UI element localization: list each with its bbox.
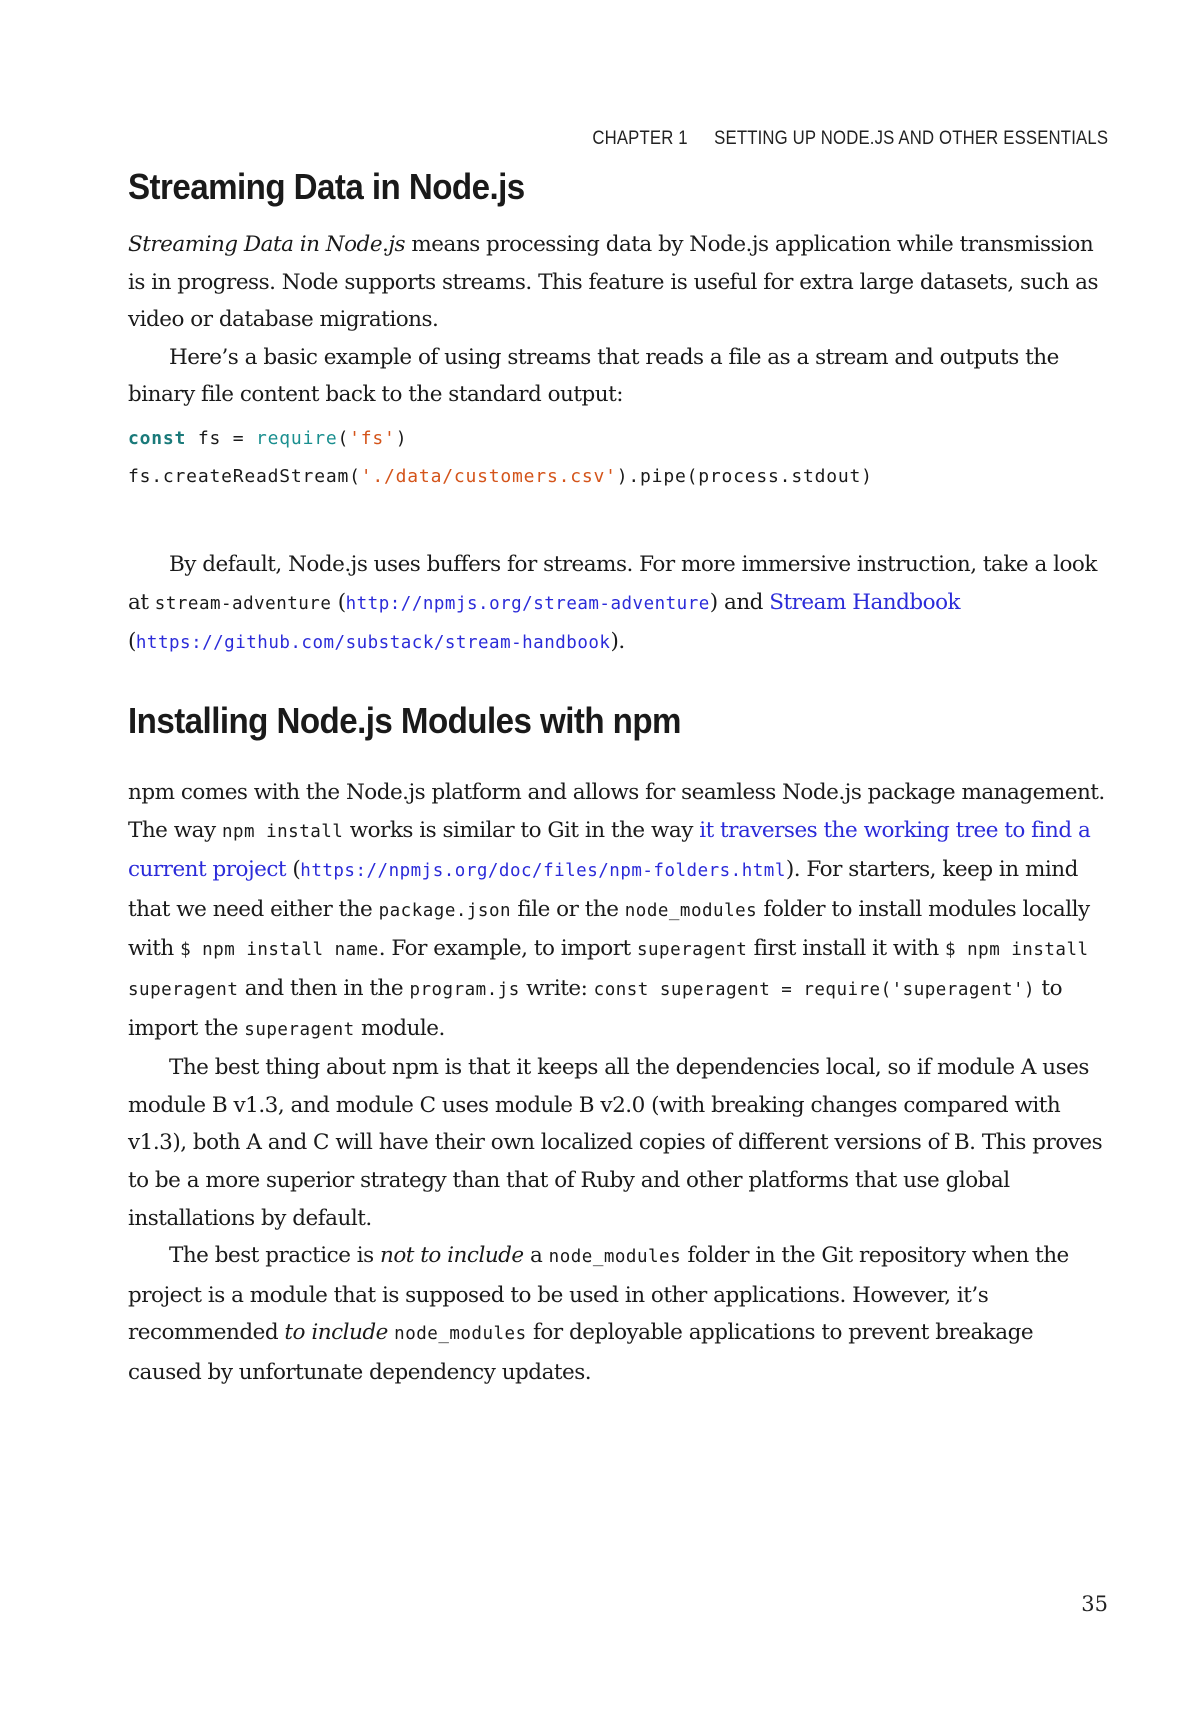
code-line: const fs = require('fs') bbox=[128, 428, 408, 449]
page-number: 35 bbox=[1081, 1592, 1108, 1616]
inline-code: const superagent = require('superagent') bbox=[593, 979, 1036, 1000]
paragraph: The best practice is not to include a node_modules folder in the Git repository when the project is a module that is supposed to be used in other applications. However, it’s recommended to include node_modules for deployable applications to prevent breakage caused by unfortunate dependency updates. bbox=[128, 1243, 1069, 1385]
emphasis: Streaming Data in Node.js bbox=[128, 232, 406, 257]
section-heading: Installing Node.js Modules with npm bbox=[128, 700, 681, 741]
inline-code: npm install bbox=[221, 821, 344, 842]
inline-code: superagent bbox=[636, 940, 748, 961]
chapter-title: SETTING UP NODE.JS AND OTHER ESSENTIALS bbox=[714, 128, 1108, 149]
inline-code: $ npm install name bbox=[180, 940, 379, 961]
section-heading: Streaming Data in Node.js bbox=[128, 166, 525, 207]
inline-code: package.json bbox=[378, 900, 512, 921]
inline-code: program.js bbox=[409, 979, 520, 1000]
section-npm bbox=[128, 700, 1108, 742]
paragraph: Streaming Data in Node.js means processing data by Node.js application while transmission is in progress. Node supports streams. This feature is useful for extra large datasets, such as video or database migrations. bbox=[128, 232, 1099, 333]
inline-code: superagent bbox=[244, 1019, 355, 1040]
paragraph: The best thing about npm is that it keeps all the dependencies local, so if module A uses module B v1.3, and module C uses module B v2.0 (with breaking changes compared with v1.3), both A and C will have their own localized copies of different versions of B. This proves to be a more superior strategy than that of Ruby and other platforms that use global installations by default. bbox=[128, 1055, 1103, 1231]
code-line: fs.createReadStream('./data/customers.csv').pipe(process.stdout) bbox=[128, 466, 873, 487]
emphasis: not to include bbox=[380, 1243, 524, 1269]
section-streaming-body-2 bbox=[128, 546, 1108, 663]
inline-code: stream-adventure bbox=[154, 593, 332, 614]
inline-code: node_modules bbox=[394, 1324, 527, 1345]
npm-folders-link[interactable]: it traverses the working tree to find a current project bbox=[128, 817, 1091, 883]
running-head bbox=[592, 128, 1108, 150]
stream-handbook-link[interactable]: Stream Handbook bbox=[769, 589, 961, 615]
npm-folders-url-link[interactable]: https://npmjs.org/doc/files/npm-folders.html bbox=[300, 861, 786, 882]
inline-code: $ npm install superagent bbox=[128, 940, 1089, 1000]
chapter-label: CHAPTER 1 bbox=[592, 128, 688, 149]
code-block bbox=[128, 420, 1108, 496]
paragraph: By default, Node.js uses buffers for streams. For more immersive instruction, take a look at stream-adventure (http://npmjs.org/stream-adventure) and Stream Handbook (https://github.com/substack/stream-handbook). bbox=[128, 552, 1097, 655]
stream-handbook-url-link[interactable]: https://github.com/substack/stream-handbook bbox=[135, 633, 611, 654]
section-streaming bbox=[128, 166, 1108, 208]
stream-adventure-link[interactable]: http://npmjs.org/stream-adventure bbox=[345, 593, 710, 614]
inline-code: node_modules bbox=[624, 900, 758, 921]
paragraph: Here’s a basic example of using streams that reads a file as a stream and outputs the binary file content back to the standard output: bbox=[128, 344, 1059, 408]
section-streaming-body bbox=[128, 226, 1108, 414]
paragraph: npm comes with the Node.js platform and allows for seamless Node.js package management. The way npm install works is similar to Git in the way it traverses the working tree to find a current project (https://npmjs.org/doc/files/npm-folders.html). For starters, keep in mind that we need either the package.json file or the node_modules folder to install modules locally with $ npm install name. For example, to import superagent first install it with $ npm install superagent and then in the program.js write: const superagent = require('superagent') to import the superagent module. bbox=[128, 780, 1105, 1041]
section-npm-body bbox=[128, 774, 1108, 1392]
inline-code: node_modules bbox=[548, 1247, 682, 1268]
emphasis: to include bbox=[284, 1320, 388, 1346]
